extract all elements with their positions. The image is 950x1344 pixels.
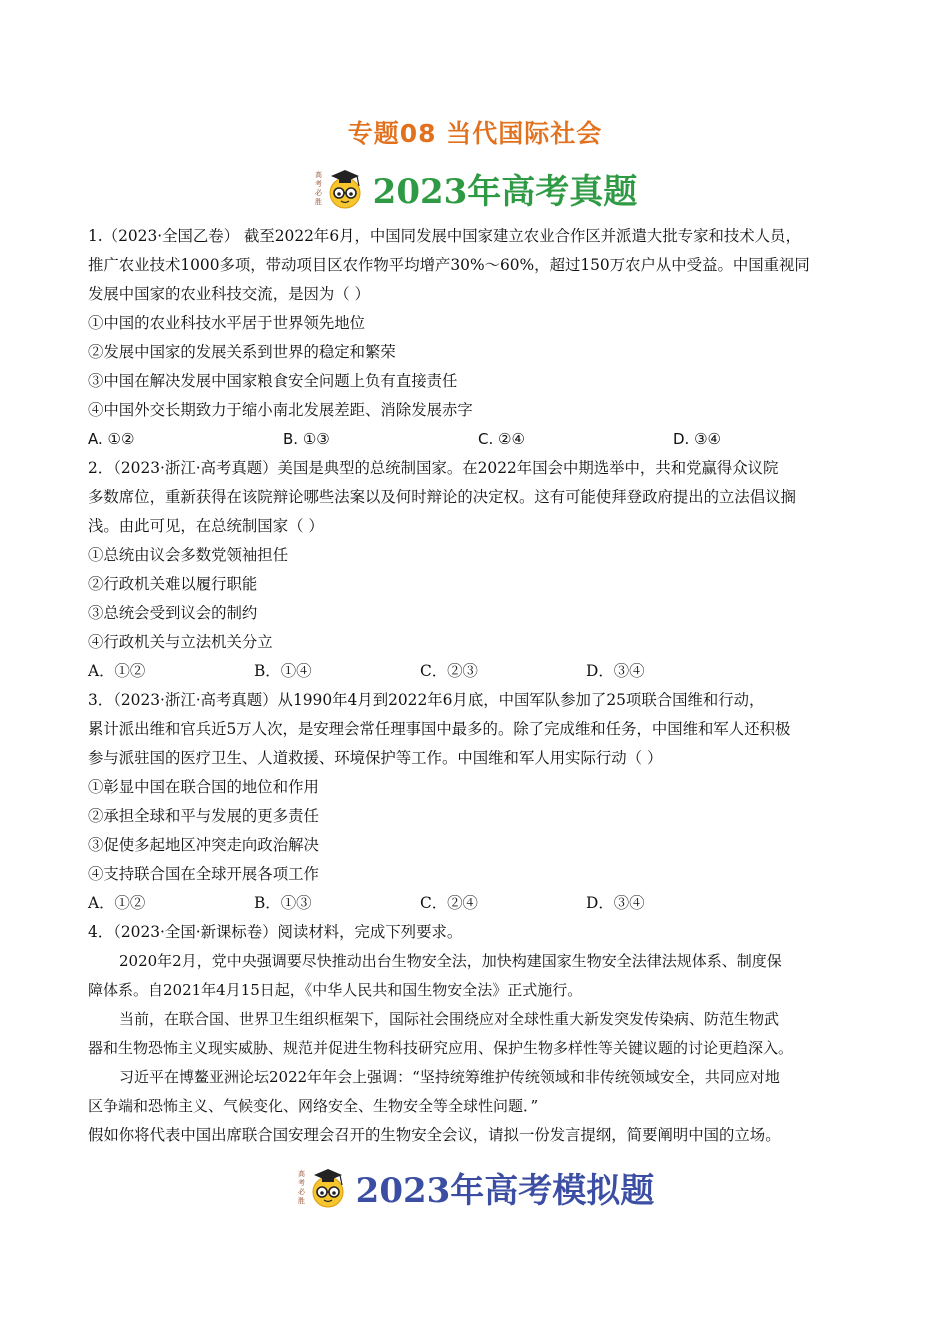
banner-heading: 2023年高考真题 bbox=[372, 172, 638, 212]
q3-line: 3．（2023·浙江·高考真题）从1990年4月到2022年6月底，中国军队参加了25项联合国维和行动， bbox=[88, 691, 765, 709]
banner-real-exam bbox=[0, 164, 950, 213]
q4-paragraph-line: 习近平在博鳌亚洲论坛2022年年会上强调：“坚持统筹维护传统领域和非传统领域安全，共同应对地 bbox=[119, 1068, 780, 1086]
q3-item: ①彰显中国在联合国的地位和作用 bbox=[88, 778, 319, 796]
page-title: 专题08 当代国际社会 bbox=[347, 119, 603, 148]
seal-char-1: 高 bbox=[297, 1169, 305, 1178]
q2-line: 浅。由此可见，在总统制国家（ ） bbox=[88, 517, 324, 535]
seal-char-4: 胜 bbox=[314, 197, 322, 206]
q2-line: 2．（2023·浙江·高考真题）美国是典型的总统制国家。在2022年国会中期选举中，共和党赢得众议院 bbox=[88, 459, 779, 477]
banner-heading: 2023年高考模拟题 bbox=[355, 1171, 655, 1211]
q1-line: 1.（2023·全国乙卷） 截至2022年6月，中国同发展中国家建立农业合作区并派遣大批专家和技术人员， bbox=[88, 227, 801, 245]
questions-content bbox=[88, 222, 868, 1150]
q2-option-b: B．①④ bbox=[254, 662, 312, 680]
q4-paragraph-line: 器和生物恐怖主义现实威胁、规范并促进生物科技研究应用、保护生物多样性等关键议题的讨论更趋深入。 bbox=[88, 1039, 794, 1057]
q1-line: 发展中国家的农业科技交流，是因为（ ） bbox=[88, 285, 370, 303]
q1-option-c: C. ②④ bbox=[478, 430, 525, 448]
q1-line: 推广农业技术1000多项，带动项目区农作物平均增产30%～60%，超过150万农户从中受益。中国重视同 bbox=[88, 256, 810, 274]
q2-item: ④行政机关与立法机关分立 bbox=[88, 633, 273, 651]
q2-option-a: A．①② bbox=[88, 662, 146, 680]
q1-option-b: B. ①③ bbox=[283, 430, 330, 448]
seal-char-2: 考 bbox=[297, 1178, 305, 1187]
seal-char-1: 高 bbox=[314, 170, 322, 179]
seal-char-3: 必 bbox=[297, 1187, 305, 1196]
q2-option-d: D．③④ bbox=[586, 662, 645, 680]
q4-header: 4．（2023·全国·新课标卷）阅读材料，完成下列要求。 bbox=[88, 923, 463, 941]
question-1 bbox=[88, 222, 868, 454]
q3-item: ②承担全球和平与发展的更多责任 bbox=[88, 807, 319, 825]
q4-paragraph-line: 区争端和恐怖主义、气候变化、网络安全、生物安全等全球性问题．” bbox=[88, 1097, 539, 1115]
scholar-emoji-icon bbox=[296, 1165, 352, 1211]
q4-material bbox=[88, 947, 868, 1121]
banner-mock-exam bbox=[0, 1163, 950, 1212]
q4-paragraph-line: 2020年2月，党中央强调要尽快推动出台生物安全法，加快构建国家生物安全法律法规体系、制度保 bbox=[119, 952, 782, 970]
q3-option-a: A．①② bbox=[88, 894, 146, 912]
seal-char-4: 胜 bbox=[297, 1196, 305, 1205]
q3-item: ④支持联合国在全球开展各项工作 bbox=[88, 865, 319, 883]
q2-item: ①总统由议会多数党领袖担任 bbox=[88, 546, 289, 564]
q2-item: ③总统会受到议会的制约 bbox=[88, 604, 258, 622]
q2-option-c: C．②③ bbox=[420, 662, 478, 680]
scholar-emoji-icon bbox=[313, 166, 369, 212]
question-2 bbox=[88, 454, 868, 686]
seal-char-3: 必 bbox=[314, 188, 322, 197]
q1-option-a: A. ①② bbox=[88, 430, 135, 448]
q3-item: ③促使多起地区冲突走向政治解决 bbox=[88, 836, 319, 854]
q3-option-d: D．③④ bbox=[586, 894, 645, 912]
q3-line: 参与派驻国的医疗卫生、人道救援、环境保护等工作。中国维和军人用实际行动（ ） bbox=[88, 749, 663, 767]
q1-option-d: D. ③④ bbox=[673, 430, 721, 448]
q3-options bbox=[88, 889, 868, 918]
q1-options bbox=[88, 425, 868, 454]
q1-item: ④中国外交长期致力于缩小南北发展差距、消除发展赤字 bbox=[88, 401, 473, 419]
q3-option-b: B．①③ bbox=[254, 894, 312, 912]
q2-item: ②行政机关难以履行职能 bbox=[88, 575, 258, 593]
q3-option-c: C．②④ bbox=[420, 894, 478, 912]
q4-paragraph-line: 障体系。自2021年4月15日起，《中华人民共和国生物安全法》正式施行。 bbox=[88, 981, 583, 999]
question-4 bbox=[88, 918, 868, 1150]
q4-task: 假如你将代表中国出席联合国安理会召开的生物安全会议，请拟一份发言提纲，简要阐明中国的立场。 bbox=[88, 1126, 781, 1144]
q1-item: ③中国在解决发展中国家粮食安全问题上负有直接责任 bbox=[88, 372, 458, 390]
q3-line: 累计派出维和官兵近5万人次，是安理会常任理事国中最多的。除了完成维和任务，中国维和军人还积极 bbox=[88, 720, 791, 738]
q4-paragraph-line: 当前，在联合国、世界卫生组织框架下，国际社会围绕应对全球性重大新发突发传染病、防范生物武 bbox=[119, 1010, 780, 1028]
q1-item: ②发展中国家的发展关系到世界的稳定和繁荣 bbox=[88, 343, 396, 361]
question-3 bbox=[88, 686, 868, 918]
q2-line: 多数席位，重新获得在该院辩论哪些法案以及何时辩论的决定权。这有可能使拜登政府提出的立法倡议搁 bbox=[88, 488, 796, 506]
seal-char-2: 考 bbox=[314, 179, 322, 188]
q1-item: ①中国的农业科技水平居于世界领先地位 bbox=[88, 314, 366, 332]
q2-options bbox=[88, 657, 868, 686]
